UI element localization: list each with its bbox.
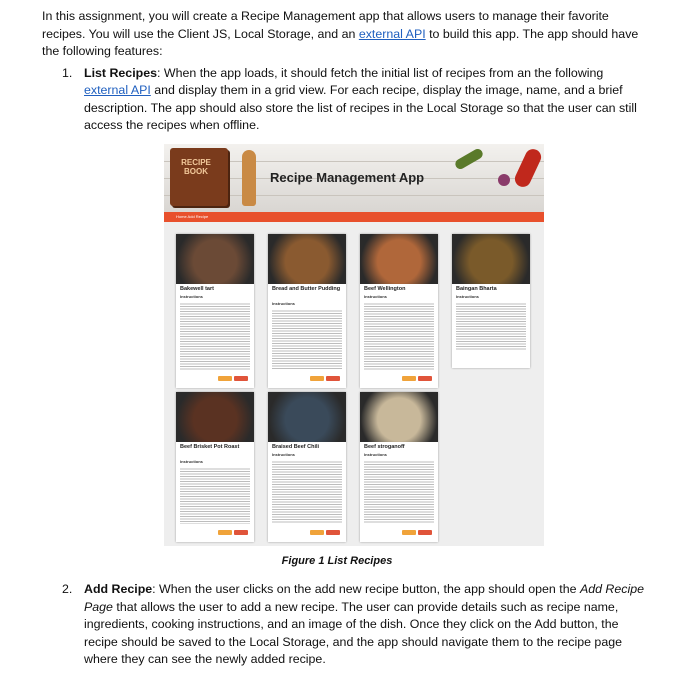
recipe-description <box>456 302 526 350</box>
intro-text-2: to build this app. The app should have the following features: <box>42 26 639 58</box>
recipe-description <box>180 302 250 370</box>
recipe-name: Beef Wellington <box>364 286 406 292</box>
item-1-api-link[interactable]: external API <box>84 83 151 97</box>
recipe-name: Beef Brisket Pot Roast <box>180 444 240 450</box>
recipe-description <box>180 467 250 524</box>
app-title: Recipe Management App <box>270 170 425 185</box>
instructions-label: Instructions <box>456 294 479 299</box>
delete-button[interactable] <box>234 530 248 535</box>
edit-button[interactable] <box>310 376 324 381</box>
app-navbar <box>164 212 544 222</box>
recipe-card[interactable] <box>268 234 346 388</box>
recipe-card[interactable] <box>176 392 254 542</box>
recipe-image <box>360 392 438 442</box>
chili-icon <box>512 146 543 189</box>
recipe-card[interactable] <box>452 234 530 368</box>
recipe-image <box>268 392 346 442</box>
spatula-icon <box>242 150 256 206</box>
nav-links[interactable]: Home Add Recipe <box>176 214 209 219</box>
edit-button[interactable] <box>402 376 416 381</box>
edit-button[interactable] <box>402 530 416 535</box>
recipe-description <box>364 460 434 524</box>
recipe-name: Braised Beef Chili <box>272 444 320 450</box>
delete-button[interactable] <box>418 376 432 381</box>
list-item-2 <box>62 581 644 669</box>
item-1-text-1: : When the app loads, it should fetch the initial list of recipes from an the following <box>157 65 604 80</box>
recipe-book-label: RECIPE BOOK <box>181 158 211 176</box>
delete-button[interactable] <box>418 530 432 535</box>
recipe-app-figure <box>164 144 544 546</box>
instructions-label: Instructions <box>364 452 387 457</box>
recipe-card[interactable] <box>360 234 438 388</box>
instructions-label: Instructions <box>272 301 295 306</box>
recipe-description <box>364 302 434 370</box>
recipe-image <box>176 234 254 284</box>
recipe-name: Beef stroganoff <box>364 444 405 450</box>
recipe-book-logo <box>170 148 228 206</box>
edit-button[interactable] <box>218 530 232 535</box>
document-body <box>36 0 640 135</box>
recipe-description <box>272 460 342 524</box>
recipe-image <box>360 234 438 284</box>
recipe-description <box>272 309 342 370</box>
recipe-image <box>452 234 530 284</box>
delete-button[interactable] <box>326 530 340 535</box>
item-2-text-2: that allows the user to add a new recipe. The user can provide details such as recipe name, ingredients, cooking instructions, and an image of the dish. Once they click on the Add button, the recipe should be saved to the Local Storage, and the app should navigate them to the recipe page where they can see the newly added recipe. <box>84 599 622 666</box>
recipe-name: Baingan Bharta <box>456 286 497 292</box>
figure-caption: Figure 1 List Recipes <box>281 555 393 567</box>
recipe-image <box>268 234 346 284</box>
onion-icon <box>498 174 510 186</box>
edit-button[interactable] <box>310 530 324 535</box>
intro-text-1: In this assignment, you will create a Recipe Management app that allows users to manage their favorite recipes. You will use the Client JS, Local Storage, and an <box>42 9 609 41</box>
item-2-title: Add Recipe <box>84 582 153 596</box>
recipe-name: Bread and Butter Pudding <box>272 286 341 292</box>
recipe-card[interactable] <box>360 392 438 542</box>
instructions-label: Instructions <box>180 459 203 464</box>
instructions-label: Instructions <box>180 294 203 299</box>
list-item-1 <box>62 65 640 135</box>
item-2-text-1: : When the user clicks on the add new recipe button, the app should open the <box>152 582 580 596</box>
app-banner <box>164 144 544 213</box>
delete-button[interactable] <box>234 376 248 381</box>
item-1-number: 1. <box>62 65 73 80</box>
delete-button[interactable] <box>326 376 340 381</box>
intro-api-link[interactable]: external API <box>358 26 426 41</box>
recipe-name: Bakewell tart <box>180 286 214 292</box>
item-1-text-2: and display them in a grid view. For each recipe, display the image, name, and a brief description. The app should also store the list of recipes in the Local Storage so that the user can still access the recipes when offline. <box>84 83 637 132</box>
item-2-number: 2. <box>62 582 73 596</box>
instructions-label: Instructions <box>364 294 387 299</box>
recipe-card[interactable] <box>176 234 254 388</box>
edit-button[interactable] <box>218 376 232 381</box>
recipe-image <box>176 392 254 442</box>
recipe-card[interactable] <box>268 392 346 542</box>
instructions-label: Instructions <box>272 452 295 457</box>
item-2-italic: Add Recipe Page <box>84 582 644 614</box>
intro-paragraph <box>42 8 640 61</box>
herb-icon <box>454 147 485 171</box>
item-1-title: List Recipes <box>84 65 157 80</box>
